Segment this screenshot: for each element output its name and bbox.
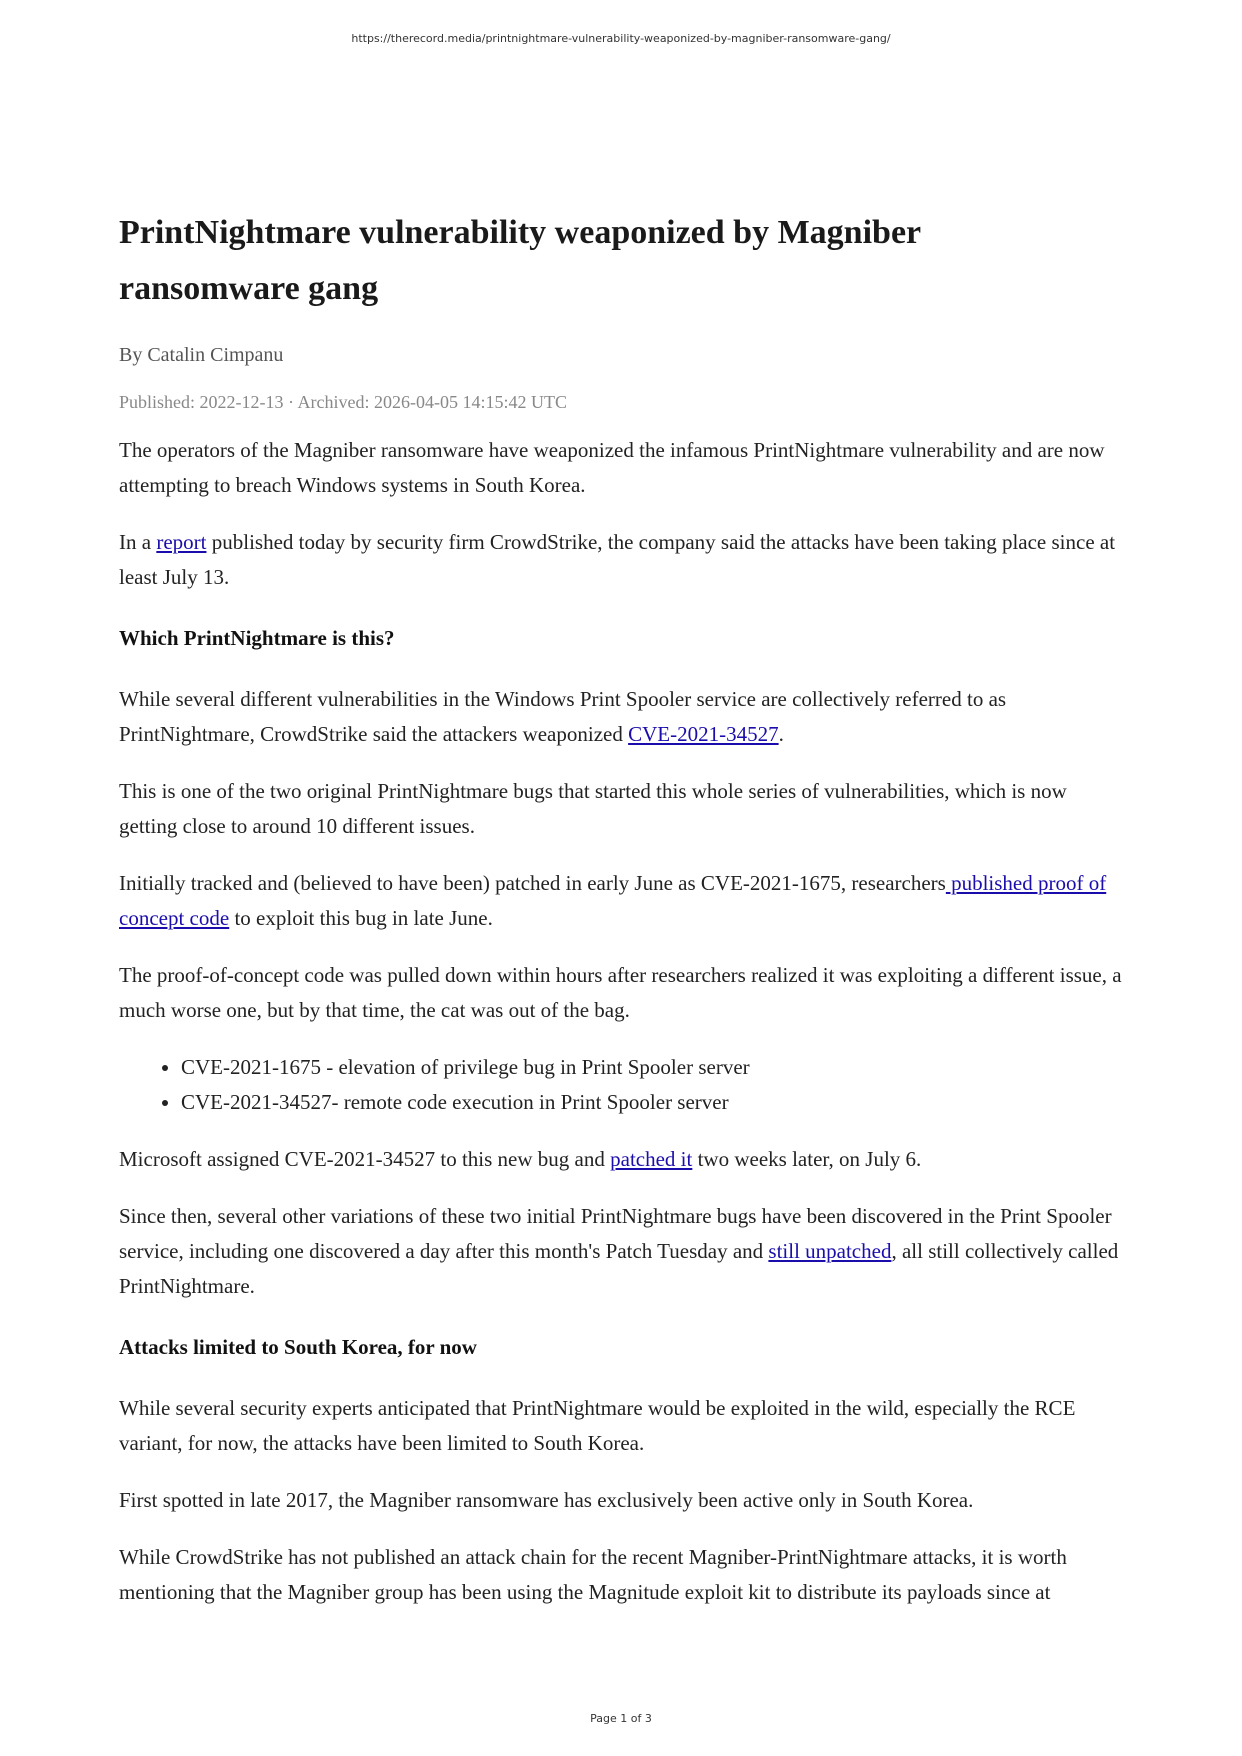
text: published today by security firm CrowdStrike, the company said the attacks have been taking place since at least July 13.: [119, 530, 1116, 589]
paragraph: [119, 1199, 1129, 1304]
article-body: [119, 205, 1129, 1610]
article-byline: By Catalin Cimpanu: [119, 344, 284, 366]
list-item: • CVE-2021-1675 - elevation of privilege bug in Print Spooler server: [181, 1050, 1129, 1085]
section-heading: Attacks limited to South Korea, for now: [119, 1335, 477, 1359]
paragraph: First spotted in late 2017, the Magniber ransomware has exclusively been active only in South Korea.: [119, 1488, 974, 1512]
paragraph: This is one of the two original PrintNightmare bugs that started this whole series of vulnerabilities, which is now getting close to around 10 different issues.: [119, 779, 1067, 838]
section-heading: Which PrintNightmare is this?: [119, 626, 395, 650]
text: two weeks later, on July 6.: [692, 1147, 922, 1171]
text: to exploit this bug in late June.: [229, 906, 493, 930]
paragraph: [119, 866, 1129, 936]
paragraph: While several security experts anticipated that PrintNightmare would be exploited in the wild, especially the RCE variant, for now, the attacks have been limited to South Korea.: [119, 1396, 1076, 1455]
still-unpatched-link[interactable]: still unpatched: [768, 1239, 892, 1263]
paragraph: The operators of the Magniber ransomware have weaponized the infamous PrintNightmare vulnerability and are now attempting to breach Windows systems in South Korea.: [119, 438, 1105, 497]
page-number: Page 1 of 3: [590, 1712, 652, 1725]
text: .: [778, 722, 784, 746]
paragraph: While CrowdStrike has not published an attack chain for the recent Magniber-PrintNightmare attacks, it is worth mentioning that the Magniber group has been using the Magnitude exploit kit to distribute its payloads since at: [119, 1545, 1067, 1604]
source-url: https://therecord.media/printnightmare-vulnerability-weaponized-by-magniber-ransomware-gang/: [351, 32, 891, 45]
cve-link[interactable]: CVE-2021-34527: [628, 722, 779, 746]
report-link[interactable]: report: [156, 530, 207, 554]
patched-it-link[interactable]: patched it: [610, 1147, 693, 1171]
text: Initially tracked and (believed to have been) patched in early June as CVE-2021-1675, researchers: [119, 871, 946, 895]
text: While several different vulnerabilities in the Windows Print Spooler service are collectively referred to as PrintNightmare, CrowdStrike said the attackers weaponized: [119, 687, 1007, 746]
cve-list: [119, 1050, 1129, 1120]
paragraph: The proof-of-concept code was pulled down within hours after researchers realized it was exploiting a different issue, a much worse one, but by that time, the cat was out of the bag.: [119, 963, 1122, 1022]
list-item: • CVE-2021-34527- remote code execution in Print Spooler server: [181, 1085, 1129, 1120]
paragraph: [119, 682, 1129, 752]
paragraph: [119, 1142, 1129, 1177]
article-title: PrintNightmare vulnerability weaponized by Magniber ransomware gang: [119, 214, 921, 307]
text: Microsoft assigned CVE-2021-34527 to this new bug and: [119, 1147, 611, 1171]
article-meta: Published: 2022-12-13 · Archived: 2026-04-05 14:15:42 UTC: [119, 392, 567, 412]
text: In a: [119, 530, 157, 554]
proof-of-concept-link[interactable]: published proof of concept code: [119, 871, 1107, 930]
text: Since then, several other variations of these two initial PrintNightmare bugs have been discovered in the Print Spooler service, including one discovered a day after this month's Patch Tuesday and: [119, 1204, 1112, 1263]
text: , all still collectively called PrintNightmare.: [119, 1239, 1119, 1298]
paragraph: [119, 525, 1129, 595]
